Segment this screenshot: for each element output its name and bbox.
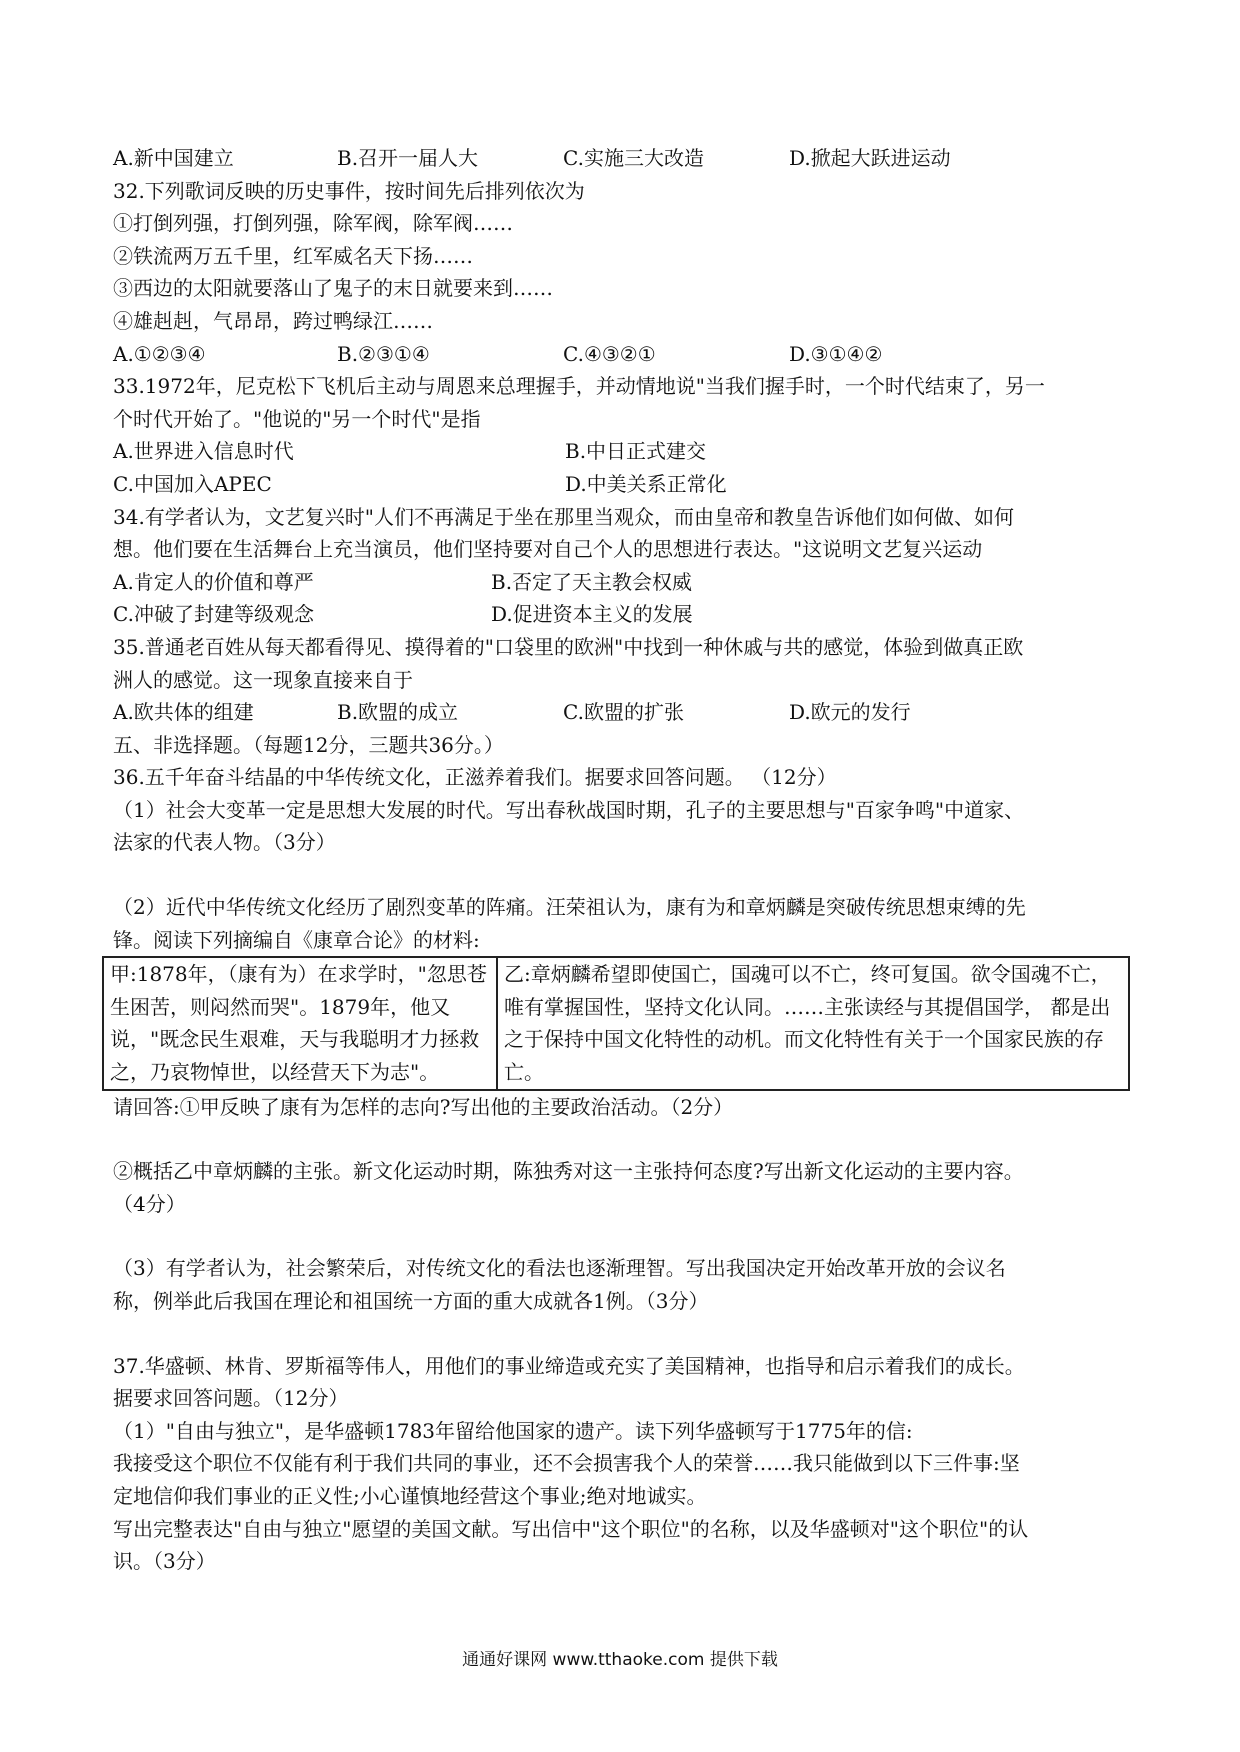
answer-space bbox=[113, 1220, 1128, 1252]
q34-options-row-1 bbox=[113, 566, 1128, 599]
q32-lyric-4: ④雄赳赳，气昂昂，跨过鸭绿江…… bbox=[113, 308, 433, 333]
q36-part-3-line-1: （3）有学者认为，社会繁荣后，对传统文化的看法也逐渐理智。写出我国决定开始改革开放的会议名 bbox=[113, 1256, 1006, 1281]
q36-part-2-line-2: 锋。阅读下列摘编自《康章合论》的材料: bbox=[113, 927, 480, 952]
q33-options-row-1 bbox=[113, 435, 1128, 468]
option-b: B.否定了天主教会权威 bbox=[491, 569, 693, 594]
option-c: C.④③②① bbox=[563, 341, 656, 366]
q37-part-1: （1）"自由与独立"，是华盛顿1783年留给他国家的遗产。读下列华盛顿写于1775年的信: bbox=[113, 1418, 913, 1443]
q32-stem: 32.下列歌词反映的历史事件，按时间先后排列依次为 bbox=[113, 178, 585, 203]
exam-page bbox=[110, 142, 1128, 1578]
q35-stem-line-2: 洲人的感觉。这一现象直接来自于 bbox=[113, 667, 413, 692]
q37-stem-line-1: 37.华盛顿、林肯、罗斯福等伟人，用他们的事业缔造或充实了美国精神，也指导和启示着我们的成长。 bbox=[113, 1353, 1025, 1378]
q37-stem-line-2: 据要求回答问题。（12分） bbox=[113, 1386, 349, 1411]
option-a: A.肯定人的价值和尊严 bbox=[113, 569, 314, 594]
option-d: D.③①④② bbox=[789, 341, 883, 366]
q36-part-3-line-2: 称，例举此后我国在理论和祖国统一方面的重大成就各1例。（3分） bbox=[113, 1289, 709, 1313]
option-b: B.中日正式建交 bbox=[565, 439, 707, 464]
q36-stem: 36.五千年奋斗结晶的中华传统文化，正滋养着我们。据要求回答问题。 （12分） bbox=[113, 765, 837, 790]
q37-letter-line-1: 我接受这个职位不仅能有利于我们共同的事业，还不会损害我个人的荣誉……我只能做到以下三件事:坚 bbox=[113, 1451, 1020, 1476]
option-b: B.②③①④ bbox=[337, 341, 430, 366]
q37-question-line-1: 写出完整表达"自由与独立"愿望的美国文献。写出信中"这个职位"的名称，以及华盛顿对"这个职位"的认 bbox=[113, 1516, 1029, 1541]
option-b: B.召开一届人大 bbox=[337, 146, 479, 170]
q36-part-1-line-1: （1）社会大变革一定是思想大发展的时代。写出春秋战国时期，孔子的主要思想与"百家争鸣"中道家、 bbox=[113, 797, 1025, 822]
q34-stem-line-2: 想。他们要在生活舞台上充当演员，他们坚持要对自己个人的思想进行表达。"这说明文艺复兴运动 bbox=[113, 537, 983, 562]
q32-options bbox=[113, 338, 1128, 371]
q33-stem-line-2: 个时代开始了。"他说的"另一个时代"是指 bbox=[113, 406, 481, 431]
option-d: D.掀起大跃进运动 bbox=[789, 146, 951, 170]
option-d: D.促进资本主义的发展 bbox=[491, 602, 693, 627]
q37-letter-line-2: 定地信仰我们事业的正义性;小心谨慎地经营这个事业;绝对地诚实。 bbox=[113, 1483, 707, 1508]
q36-part-2-line-1: （2）近代中华传统文化经历了剧烈变革的阵痛。汪荣祖认为，康有为和章炳麟是突破传统思想束缚的先 bbox=[113, 895, 1026, 920]
material-a-cell: 甲:1878年，（康有为）在求学时，"忽思苍生困苦，则闷然而哭"。1879年，他又说，"既念民生艰难，天与我聪明才力拯救之，乃哀物悼世，以经营天下为志"。 bbox=[103, 957, 497, 1089]
q37-question-line-2: 识。（3分） bbox=[113, 1549, 216, 1574]
q32-lyric-1: ①打倒列强，打倒列强，除军阀，除军阀…… bbox=[113, 211, 513, 236]
q31-options bbox=[113, 142, 1128, 175]
option-c: C.冲破了封建等级观念 bbox=[113, 602, 314, 627]
footer-source: 通通好课网 www.tthaoke.com 提供下载 bbox=[462, 1650, 778, 1670]
section-5-heading: 五、非选择题。（每题12分，三题共36分。） bbox=[113, 732, 504, 757]
option-a: A.世界进入信息时代 bbox=[113, 439, 294, 464]
q36-part-1-line-2: 法家的代表人物。（3分） bbox=[113, 830, 336, 855]
option-c: C.中国加入APEC bbox=[113, 471, 272, 496]
option-d: D.欧元的发行 bbox=[789, 700, 911, 725]
material-b-cell: 乙:章炳麟希望即使国亡，国魂可以不亡，终可复国。欲令国魂不亡，唯有掌握国性，坚持文化认同。……主张读经与其提倡国学， 都是出之于保持中国文化特性的动机。而文化特性有关于一个国家民族的存亡。 bbox=[497, 957, 1129, 1089]
q33-stem-line-1: 33.1972年，尼克松下飞机后主动与周恩来总理握手，并动情地说"当我们握手时，一个时代结束了，另一 bbox=[113, 374, 1045, 399]
q36-question-a: 请回答:①甲反映了康有为怎样的志向?写出他的主要政治活动。（2分） bbox=[113, 1094, 734, 1119]
option-c: C.欧盟的扩张 bbox=[563, 700, 684, 725]
answer-space bbox=[113, 1123, 1128, 1155]
q32-lyric-2: ②铁流两万五千里，红军威名天下扬…… bbox=[113, 243, 473, 268]
option-c: C.实施三大改造 bbox=[563, 146, 704, 170]
q36-question-b-line-1: ②概括乙中章炳麟的主张。新文化运动时期，陈独秀对这一主张持何态度?写出新文化运动的主要内容。 bbox=[113, 1159, 1024, 1184]
q32-lyric-3: ③西边的太阳就要落山了鬼子的末日就要来到…… bbox=[113, 276, 553, 301]
material-table bbox=[102, 956, 1130, 1090]
answer-space bbox=[113, 859, 1128, 891]
q34-options-row-2 bbox=[113, 598, 1128, 631]
option-b: B.欧盟的成立 bbox=[337, 700, 459, 725]
option-a: A.①②③④ bbox=[113, 341, 206, 366]
option-d: D.中美关系正常化 bbox=[565, 471, 727, 496]
q33-options-row-2 bbox=[113, 468, 1128, 501]
answer-space bbox=[113, 1318, 1128, 1350]
q36-question-b-line-2: （4分） bbox=[113, 1191, 186, 1216]
q35-stem-line-1: 35.普通老百姓从每天都看得见、摸得着的"口袋里的欧洲"中找到一种休戚与共的感觉，体验到做真正欧 bbox=[113, 634, 1024, 659]
option-a: A.欧共体的组建 bbox=[113, 700, 254, 725]
q35-options bbox=[113, 696, 1128, 729]
option-a: A.新中国建立 bbox=[113, 146, 234, 170]
q34-stem-line-1: 34.有学者认为，文艺复兴时"人们不再满足于坐在那里当观众，而由皇帝和教皇告诉他们如何做、如何 bbox=[113, 504, 1015, 529]
